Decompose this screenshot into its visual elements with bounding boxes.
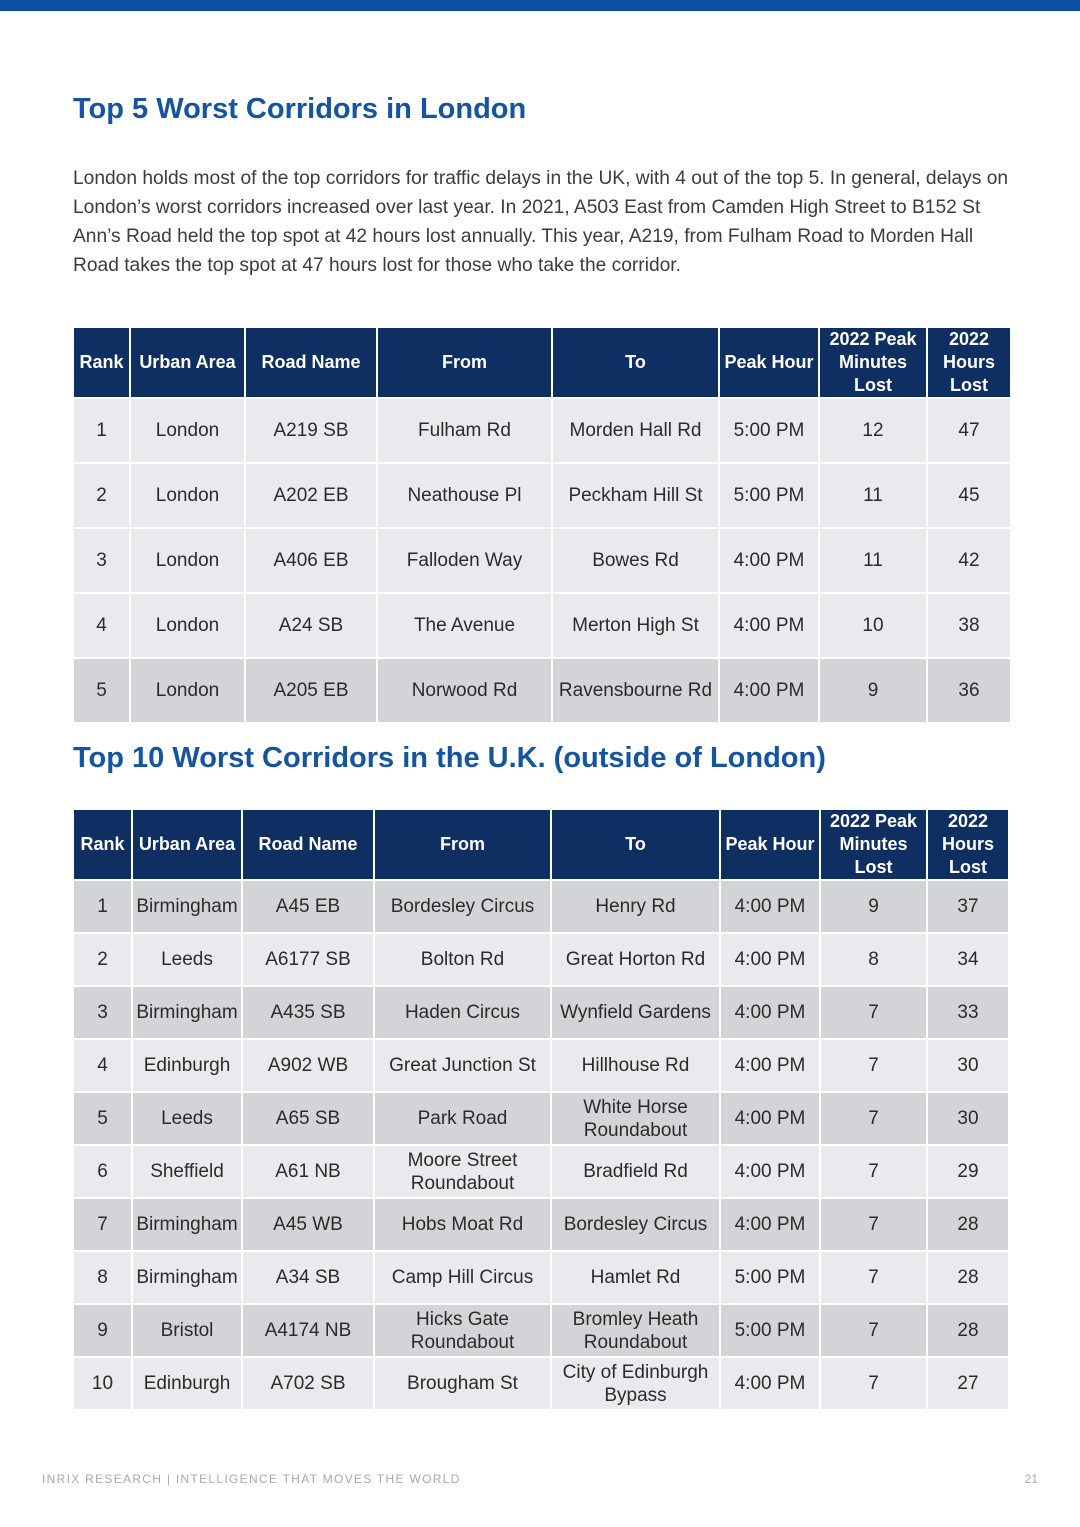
cell-peak-hour: 4:00 PM xyxy=(721,1146,819,1197)
cell-to: Peckham Hill St xyxy=(553,464,718,527)
cell-hours-lost: 28 xyxy=(928,1199,1008,1250)
header-urban-area: Urban Area xyxy=(133,810,241,879)
london-corridors-table xyxy=(72,326,1012,724)
table-header-row xyxy=(74,810,1008,879)
table-row xyxy=(74,1093,1008,1144)
cell-peak-minutes-lost: 10 xyxy=(820,594,926,657)
cell-road-name: A24 SB xyxy=(246,594,376,657)
cell-peak-hour: 5:00 PM xyxy=(720,464,818,527)
cell-urban-area: Birmingham xyxy=(133,1252,241,1303)
cell-hours-lost: 47 xyxy=(928,399,1010,462)
header-hours-lost: 2022 Hours Lost xyxy=(928,810,1008,879)
cell-peak-minutes-lost: 12 xyxy=(820,399,926,462)
cell-peak-hour: 4:00 PM xyxy=(721,987,819,1038)
cell-road-name: A202 EB xyxy=(246,464,376,527)
cell-road-name: A435 SB xyxy=(243,987,373,1038)
header-road-name: Road Name xyxy=(243,810,373,879)
cell-peak-minutes-lost: 7 xyxy=(821,1040,926,1091)
cell-hours-lost: 38 xyxy=(928,594,1010,657)
cell-to: Merton High St xyxy=(553,594,718,657)
cell-urban-area: Edinburgh xyxy=(133,1040,241,1091)
cell-hours-lost: 34 xyxy=(928,934,1008,985)
cell-from: Brougham St xyxy=(375,1358,550,1409)
cell-to: Henry Rd xyxy=(552,881,719,932)
cell-peak-minutes-lost: 7 xyxy=(821,1305,926,1356)
cell-rank: 2 xyxy=(74,464,129,527)
table-row xyxy=(74,464,1010,527)
header-from: From xyxy=(375,810,550,879)
cell-road-name: A4174 NB xyxy=(243,1305,373,1356)
cell-from: Fulham Rd xyxy=(378,399,551,462)
cell-from: Camp Hill Circus xyxy=(375,1252,550,1303)
cell-rank: 5 xyxy=(74,659,129,722)
table-row xyxy=(74,399,1010,462)
footer-tagline: INRIX RESEARCH | INTELLIGENCE THAT MOVES THE WORLD xyxy=(42,1472,461,1486)
top-accent-bar xyxy=(0,0,1080,11)
cell-rank: 4 xyxy=(74,594,129,657)
cell-to: Hamlet Rd xyxy=(552,1252,719,1303)
table-row xyxy=(74,1305,1008,1356)
cell-rank: 6 xyxy=(74,1146,131,1197)
cell-to: Bromley Heath Roundabout xyxy=(552,1305,719,1356)
table-row xyxy=(74,594,1010,657)
table-row xyxy=(74,987,1008,1038)
cell-to: Great Horton Rd xyxy=(552,934,719,985)
cell-from: Falloden Way xyxy=(378,529,551,592)
cell-peak-minutes-lost: 7 xyxy=(821,1146,926,1197)
cell-from: The Avenue xyxy=(378,594,551,657)
header-to: To xyxy=(553,328,718,397)
cell-peak-minutes-lost: 7 xyxy=(821,1093,926,1144)
table-row xyxy=(74,1040,1008,1091)
table-row xyxy=(74,1146,1008,1197)
header-rank: Rank xyxy=(74,328,129,397)
cell-peak-hour: 4:00 PM xyxy=(721,1358,819,1409)
cell-hours-lost: 45 xyxy=(928,464,1010,527)
cell-peak-minutes-lost: 7 xyxy=(821,1252,926,1303)
cell-rank: 1 xyxy=(74,881,131,932)
cell-peak-hour: 4:00 PM xyxy=(721,1040,819,1091)
cell-from: Neathouse Pl xyxy=(378,464,551,527)
page-number: 21 xyxy=(1024,1472,1038,1486)
cell-from: Bordesley Circus xyxy=(375,881,550,932)
cell-urban-area: Birmingham xyxy=(133,1199,241,1250)
cell-road-name: A219 SB xyxy=(246,399,376,462)
cell-to: Bradfield Rd xyxy=(552,1146,719,1197)
cell-peak-hour: 4:00 PM xyxy=(721,881,819,932)
cell-peak-hour: 4:00 PM xyxy=(721,934,819,985)
cell-rank: 3 xyxy=(74,987,131,1038)
cell-urban-area: Birmingham xyxy=(133,881,241,932)
cell-from: Moore Street Roundabout xyxy=(375,1146,550,1197)
cell-peak-hour: 5:00 PM xyxy=(720,399,818,462)
cell-rank: 3 xyxy=(74,529,129,592)
cell-hours-lost: 36 xyxy=(928,659,1010,722)
cell-to: Ravensbourne Rd xyxy=(553,659,718,722)
cell-rank: 1 xyxy=(74,399,129,462)
cell-to: White Horse Roundabout xyxy=(552,1093,719,1144)
table-row xyxy=(74,1358,1008,1409)
header-to: To xyxy=(552,810,719,879)
table-header-row xyxy=(74,328,1010,397)
cell-road-name: A34 SB xyxy=(243,1252,373,1303)
cell-from: Hicks Gate Roundabout xyxy=(375,1305,550,1356)
header-hours-lost: 2022 Hours Lost xyxy=(928,328,1010,397)
cell-peak-minutes-lost: 7 xyxy=(821,1358,926,1409)
cell-hours-lost: 42 xyxy=(928,529,1010,592)
cell-hours-lost: 27 xyxy=(928,1358,1008,1409)
cell-to: Morden Hall Rd xyxy=(553,399,718,462)
cell-peak-hour: 4:00 PM xyxy=(720,529,818,592)
cell-road-name: A702 SB xyxy=(243,1358,373,1409)
cell-from: Hobs Moat Rd xyxy=(375,1199,550,1250)
cell-hours-lost: 30 xyxy=(928,1093,1008,1144)
cell-to: City of Edinburgh Bypass xyxy=(552,1358,719,1409)
cell-road-name: A406 EB xyxy=(246,529,376,592)
header-road-name: Road Name xyxy=(246,328,376,397)
uk-corridors-table xyxy=(72,808,1010,1411)
table-row xyxy=(74,659,1010,722)
cell-rank: 2 xyxy=(74,934,131,985)
cell-road-name: A6177 SB xyxy=(243,934,373,985)
cell-rank: 7 xyxy=(74,1199,131,1250)
table-row xyxy=(74,1199,1008,1250)
cell-rank: 10 xyxy=(74,1358,131,1409)
cell-peak-minutes-lost: 9 xyxy=(820,659,926,722)
cell-peak-minutes-lost: 9 xyxy=(821,881,926,932)
cell-urban-area: Sheffield xyxy=(133,1146,241,1197)
cell-peak-hour: 4:00 PM xyxy=(720,594,818,657)
cell-urban-area: London xyxy=(131,529,244,592)
cell-road-name: A45 EB xyxy=(243,881,373,932)
cell-peak-minutes-lost: 11 xyxy=(820,464,926,527)
cell-to: Hillhouse Rd xyxy=(552,1040,719,1091)
cell-urban-area: London xyxy=(131,399,244,462)
cell-urban-area: London xyxy=(131,659,244,722)
cell-hours-lost: 29 xyxy=(928,1146,1008,1197)
cell-to: Bowes Rd xyxy=(553,529,718,592)
cell-rank: 8 xyxy=(74,1252,131,1303)
table-row xyxy=(74,1252,1008,1303)
london-intro-paragraph: London holds most of the top corridors for traffic delays in the UK, with 4 out of the top 5. In general, delays on London’s worst corridors increased over last year. In 2021, A503 East from Camden High Street to B152 St Ann’s Road held the top spot at 42 hours lost annually. This year, A219, from Fulham Road to Morden Hall Road takes the top spot at 47 hours lost for those who take the corridor. xyxy=(73,168,1009,276)
cell-hours-lost: 37 xyxy=(928,881,1008,932)
cell-hours-lost: 28 xyxy=(928,1252,1008,1303)
cell-peak-minutes-lost: 7 xyxy=(821,987,926,1038)
cell-urban-area: Leeds xyxy=(133,934,241,985)
header-peak-hour: Peak Hour xyxy=(721,810,819,879)
cell-peak-hour: 5:00 PM xyxy=(721,1305,819,1356)
cell-peak-minutes-lost: 8 xyxy=(821,934,926,985)
cell-from: Park Road xyxy=(375,1093,550,1144)
cell-peak-minutes-lost: 7 xyxy=(821,1199,926,1250)
cell-road-name: A45 WB xyxy=(243,1199,373,1250)
table-row xyxy=(74,881,1008,932)
header-rank: Rank xyxy=(74,810,131,879)
table-row xyxy=(74,934,1008,985)
header-peak-hour: Peak Hour xyxy=(720,328,818,397)
cell-rank: 5 xyxy=(74,1093,131,1144)
cell-urban-area: Edinburgh xyxy=(133,1358,241,1409)
cell-road-name: A65 SB xyxy=(243,1093,373,1144)
cell-peak-hour: 4:00 PM xyxy=(720,659,818,722)
cell-to: Wynfield Gardens xyxy=(552,987,719,1038)
cell-urban-area: London xyxy=(131,594,244,657)
cell-urban-area: Bristol xyxy=(133,1305,241,1356)
cell-from: Haden Circus xyxy=(375,987,550,1038)
cell-urban-area: Leeds xyxy=(133,1093,241,1144)
header-peak-minutes-lost: 2022 Peak Minutes Lost xyxy=(820,328,926,397)
cell-hours-lost: 33 xyxy=(928,987,1008,1038)
header-peak-minutes-lost: 2022 Peak Minutes Lost xyxy=(821,810,926,879)
cell-urban-area: Birmingham xyxy=(133,987,241,1038)
cell-road-name: A902 WB xyxy=(243,1040,373,1091)
cell-peak-minutes-lost: 11 xyxy=(820,529,926,592)
cell-from: Great Junction St xyxy=(375,1040,550,1091)
cell-peak-hour: 4:00 PM xyxy=(721,1199,819,1250)
cell-hours-lost: 30 xyxy=(928,1040,1008,1091)
cell-from: Norwood Rd xyxy=(378,659,551,722)
cell-hours-lost: 28 xyxy=(928,1305,1008,1356)
cell-road-name: A205 EB xyxy=(246,659,376,722)
cell-rank: 4 xyxy=(74,1040,131,1091)
uk-section-title: Top 10 Worst Corridors in the U.K. (outside of London) xyxy=(73,742,826,774)
cell-peak-hour: 5:00 PM xyxy=(721,1252,819,1303)
cell-urban-area: London xyxy=(131,464,244,527)
cell-peak-hour: 4:00 PM xyxy=(721,1093,819,1144)
cell-from: Bolton Rd xyxy=(375,934,550,985)
cell-rank: 9 xyxy=(74,1305,131,1356)
cell-to: Bordesley Circus xyxy=(552,1199,719,1250)
london-section-title: Top 5 Worst Corridors in London xyxy=(73,93,527,125)
header-urban-area: Urban Area xyxy=(131,328,244,397)
header-from: From xyxy=(378,328,551,397)
cell-road-name: A61 NB xyxy=(243,1146,373,1197)
table-row xyxy=(74,529,1010,592)
